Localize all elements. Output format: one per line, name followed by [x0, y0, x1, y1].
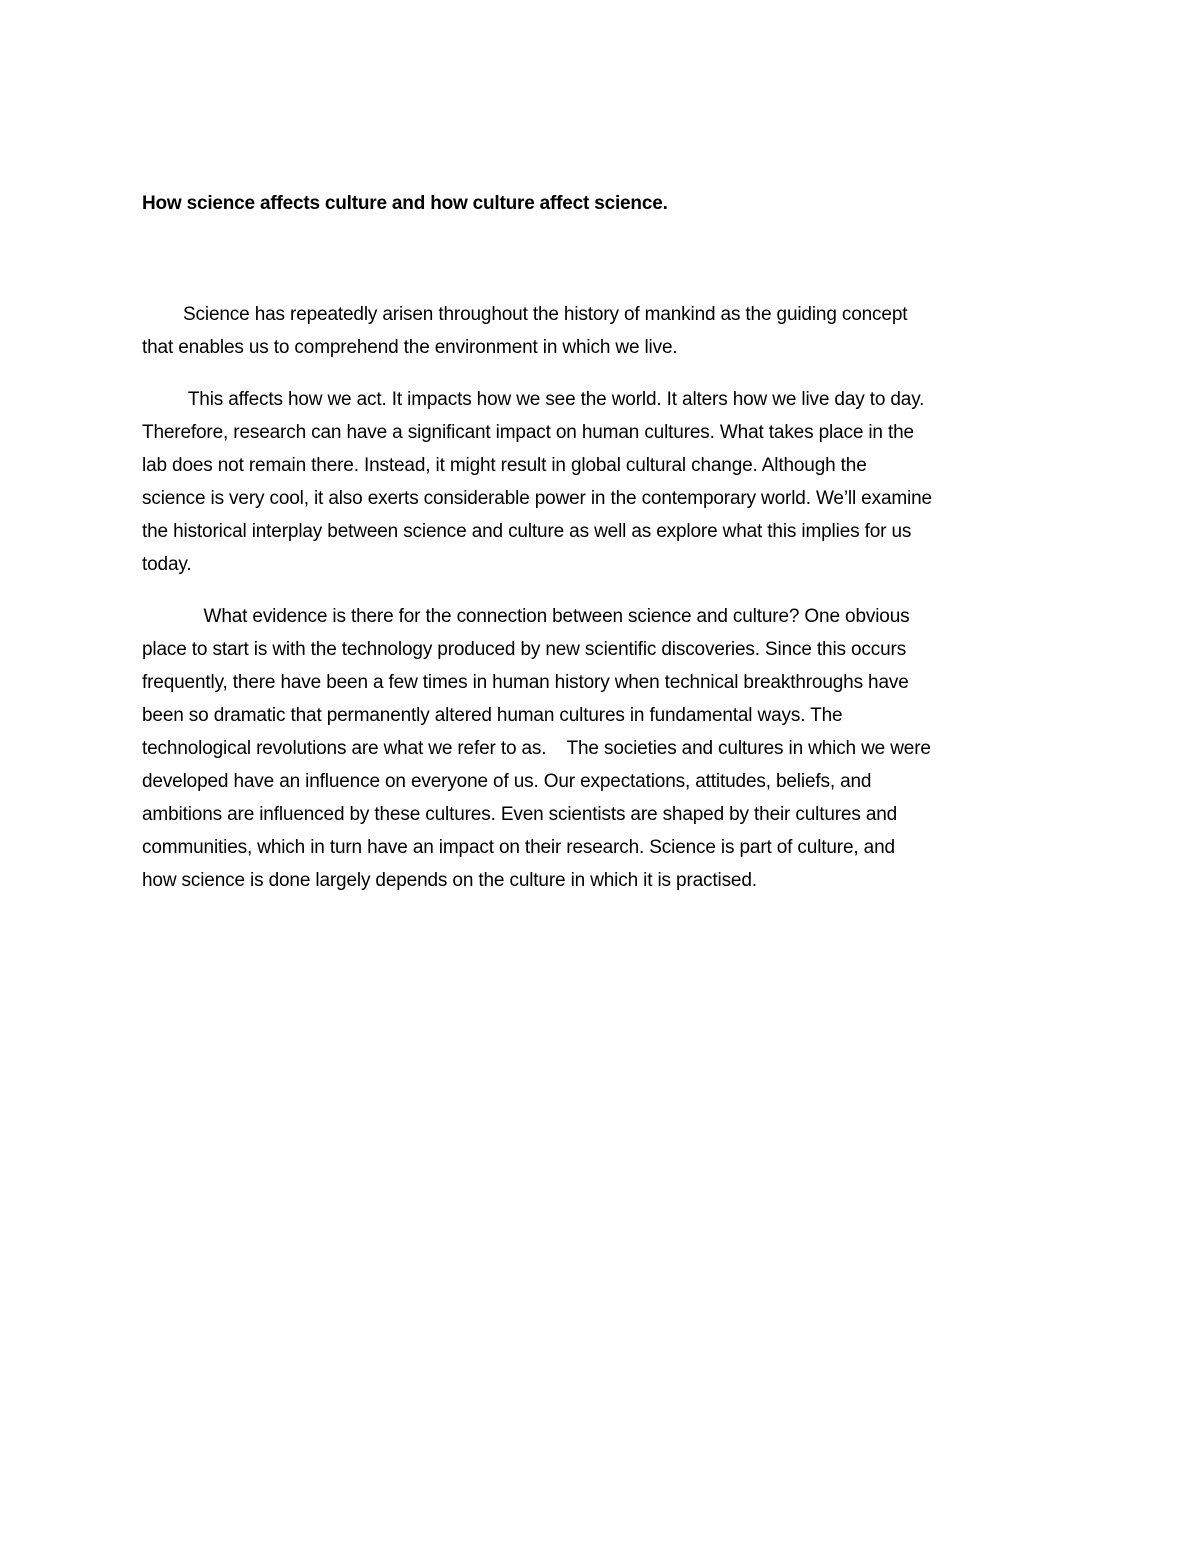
- paragraph-line: place to start is with the technology produced by new scientific discoveries. Since this occurs: [142, 639, 907, 660]
- paragraph-line: been so dramatic that permanently altered human cultures in fundamental ways. The: [142, 705, 843, 726]
- paragraph-line: technological revolutions are what we refer to as. The societies and cultures in which we were: [142, 738, 931, 759]
- paragraph-line: What evidence is there for the connection between science and culture? One obvious: [142, 606, 910, 627]
- paragraph-line: ambitions are influenced by these cultures. Even scientists are shaped by their cultures and: [142, 804, 898, 825]
- paragraph-line: the historical interplay between science and culture as well as explore what this implies for us: [142, 521, 912, 542]
- paragraph-line: frequently, there have been a few times in human history when technical breakthroughs have: [142, 672, 909, 693]
- paragraph-line: communities, which in turn have an impact on their research. Science is part of culture, and: [142, 837, 895, 858]
- paragraph-line: today.: [142, 554, 192, 575]
- paragraph-line: how science is done largely depends on the culture in which it is practised.: [142, 870, 757, 891]
- paragraph-line: Therefore, research can have a significant impact on human cultures. What takes place in the: [142, 422, 914, 443]
- paragraph-line: Science has repeatedly arisen throughout the history of mankind as the guiding concept: [142, 304, 908, 325]
- paragraph-line: science is very cool, it also exerts considerable power in the contemporary world. We’ll examine: [142, 488, 932, 509]
- paragraph-1: [142, 298, 907, 364]
- paragraph-2: [142, 383, 932, 581]
- paragraph-line: that enables us to comprehend the environment in which we live.: [142, 337, 678, 358]
- document-title: How science affects culture and how culture affect science.: [142, 193, 668, 214]
- paragraph-line: developed have an influence on everyone of us. Our expectations, attitudes, beliefs, and: [142, 771, 872, 792]
- paragraph-3: [142, 600, 931, 897]
- paragraph-line: This affects how we act. It impacts how we see the world. It alters how we live day to day.: [142, 389, 925, 410]
- paragraph-line: lab does not remain there. Instead, it might result in global cultural change. Although the: [142, 455, 867, 476]
